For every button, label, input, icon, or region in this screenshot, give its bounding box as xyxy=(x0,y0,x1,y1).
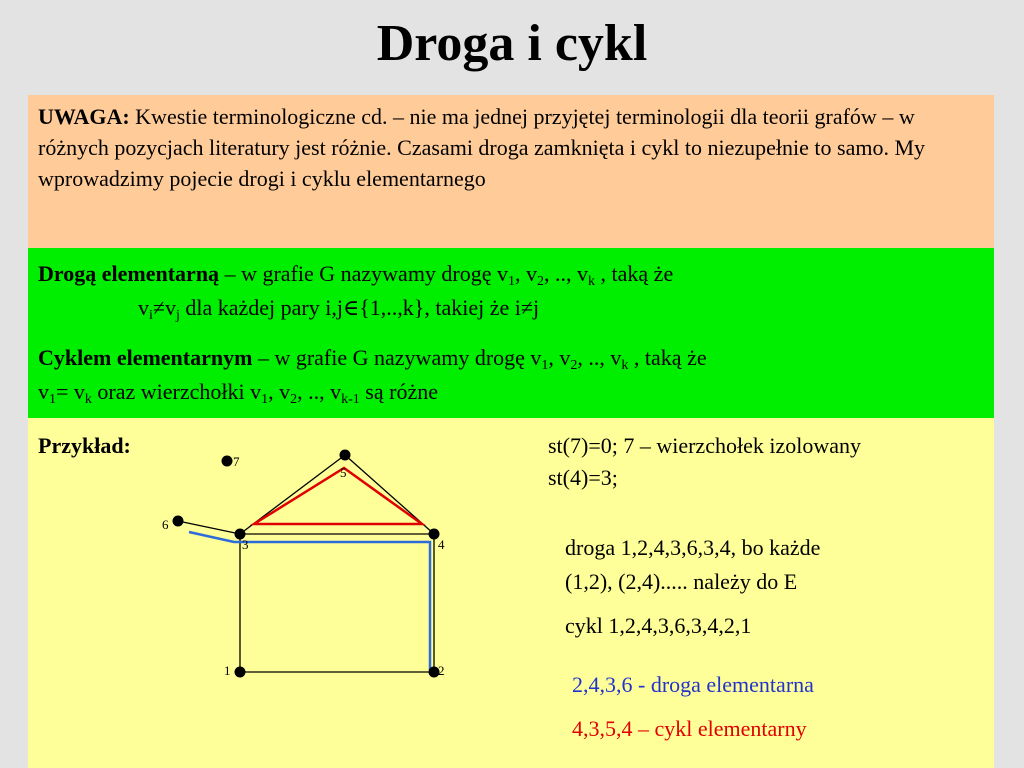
cycle-def-text: oraz wierzchołki v xyxy=(91,379,262,404)
vertex-label-4: 4 xyxy=(438,537,445,552)
sub: 1 xyxy=(541,358,549,373)
path-def-text: – w grafie G nazywamy drogę v xyxy=(219,261,509,286)
cycle-definition-line1 xyxy=(38,341,984,375)
st7-text: st(7)=0; 7 – wierzchołek izolowany xyxy=(548,433,861,458)
sub: 1 xyxy=(49,392,56,407)
cycle-def-text: , .., v xyxy=(297,379,342,404)
vertex-label-1: 1 xyxy=(224,663,231,678)
sub: k xyxy=(588,274,596,289)
path-def-text: , taką że xyxy=(595,261,674,286)
note-label: UWAGA: xyxy=(38,104,130,129)
cycle-def-text: v xyxy=(38,379,49,404)
graph-diagram xyxy=(28,418,994,768)
elementary-path-text: 2,4,3,6 - droga elementarna xyxy=(572,672,814,697)
path-text-line2: (1,2), (2,4)..... należy do E xyxy=(565,569,798,594)
sub: 2 xyxy=(290,392,298,407)
vertex-label-5: 5 xyxy=(340,465,347,480)
sub: 2 xyxy=(570,358,578,373)
st4-text: st(4)=3; xyxy=(548,465,618,490)
vertex-1 xyxy=(235,667,246,678)
cycle-def-text: są różne xyxy=(359,379,438,404)
note-box xyxy=(28,95,994,248)
path-def-text: v xyxy=(138,295,149,320)
cycle-def-text: , taką że xyxy=(628,345,707,370)
vertex-label-6: 6 xyxy=(162,517,169,532)
cycle-def-text: , .., v xyxy=(577,345,622,370)
vertex-7 xyxy=(222,456,233,467)
note-text: Kwestie terminologiczne cd. – nie ma jednej przyjętej terminologii dla teorii grafów – w różnych pozycjach literatury jest różnie. Czasami droga zamknięta i cykl to niezupełnie to samo. My wprowadzimy pojecie drogi i cyklu elementarnego xyxy=(38,104,926,191)
vertex-label-2: 2 xyxy=(438,663,445,678)
cycle-definition-box xyxy=(28,332,994,418)
example-label: Przykład: xyxy=(38,433,131,458)
slide-title: Droga i cykl xyxy=(376,15,648,72)
vertex-6 xyxy=(173,516,184,527)
vertex-label-3: 3 xyxy=(242,537,249,552)
path-def-text: dla każdej pary i,j∈{1,..,k}, takiej że i≠j xyxy=(179,295,540,320)
sub: k xyxy=(621,358,629,373)
path-def-text: ≠v xyxy=(152,295,176,320)
edge-3-6 xyxy=(178,521,240,534)
vertex-5 xyxy=(340,450,351,461)
sub: 2 xyxy=(537,274,545,289)
path-def-text: , v xyxy=(515,261,538,286)
elementary-cycle-highlight xyxy=(254,468,422,524)
sub: 1 xyxy=(508,274,516,289)
path-term: Drogą elementarną xyxy=(38,261,220,286)
elementary-cycle-text: 4,3,5,4 – cykl elementarny xyxy=(572,716,807,741)
sub: j xyxy=(175,308,180,323)
cycle-text: cykl 1,2,4,3,6,3,4,2,1 xyxy=(565,613,752,638)
cycle-def-text: = v xyxy=(56,379,85,404)
elementary-path-highlight xyxy=(189,532,430,670)
path-definition-box xyxy=(28,248,994,332)
path-definition-line1 xyxy=(38,257,984,291)
sub: 1 xyxy=(261,392,269,407)
path-text-line1: droga 1,2,4,3,6,3,4, bo każde xyxy=(565,535,821,560)
cycle-def-text: , v xyxy=(268,379,291,404)
cycle-def-text: – w grafie G nazywamy drogę v xyxy=(252,345,542,370)
cycle-term: Cyklem elementarnym xyxy=(38,345,253,370)
sub: k xyxy=(84,392,92,407)
cycle-def-text: , v xyxy=(548,345,571,370)
path-definition-line2 xyxy=(38,291,984,325)
sub: i xyxy=(149,308,153,323)
example-box xyxy=(28,418,994,768)
sub: k-1 xyxy=(341,392,360,407)
vertex-label-7: 7 xyxy=(233,454,240,469)
path-def-text: , .., v xyxy=(544,261,589,286)
cycle-definition-line2 xyxy=(38,375,984,409)
